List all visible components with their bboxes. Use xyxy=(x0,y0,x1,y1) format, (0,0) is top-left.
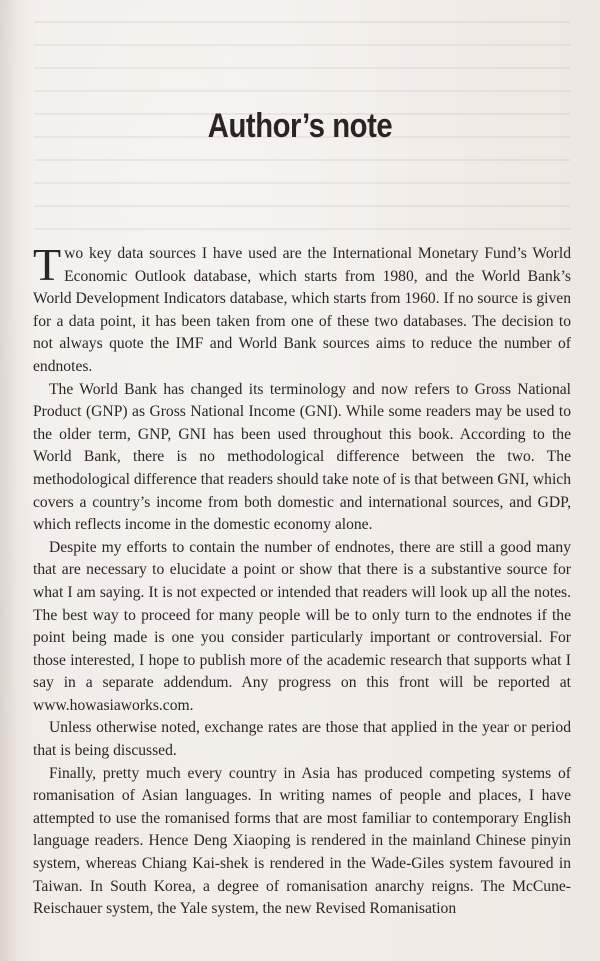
drop-cap: T xyxy=(33,239,62,290)
page-gutter-shadow xyxy=(0,0,18,961)
paragraph-5: Finally, pretty much every country in Asia has produced competing systems of romanisation of Asian languages. In writing names of people and places, I have attempted to use the romanised forms that are most familiar to contemporary English language readers. Hence Deng Xiaoping is rendered in the mainland Chinese pinyin system, whereas Chiang Kai-shek is rendered in the Wade-Giles system favoured in Taiwan. In South Korea, a degree of romanisation anarchy reigns. The McCune-Reischauer system, the Yale system, the new Revised Romanisation xyxy=(33,764,571,918)
paragraph-2: The World Bank has changed its terminology and now refers to Gross National Product (GNP) as Gross National Income (GNI). While some readers may be used to the older term, GNP, GNI has been used throughout this book. According to the World Bank, there is no methodological difference between the two. The methodological difference that readers should take note of is that between GNI, which covers a country’s income from both domestic and international sources, and GDP, which reflects income in the domestic economy alone. xyxy=(33,380,571,534)
paragraph-4: Unless otherwise noted, exchange rates are those that applied in the year or period that is being discussed. xyxy=(33,719,571,760)
paragraph-1-text: wo key data sources I have used are the International Monetary Fund’s World Economic Outlook database, which starts from 1980, and the World Bank’s World Development Indicators database, which starts from 1960. If no source is given for a data point, it has been taken from one of these two databases. The decision to not always quote the IMF and World Bank sources aims to reduce the number of endnotes. xyxy=(33,245,571,375)
paragraph-1 xyxy=(33,239,571,379)
paragraph-3: Despite my efforts to contain the number of endnotes, there are still a good many that are necessary to elucidate a point or show that there is a substantive source for what I am saying. It is not expected or intended that readers will look up all the notes. The best way to proceed for many people will be to only turn to the endnotes if the point being made is one you consider particularly important or controversial. For those interested, I hope to publish more of the academic research that supports what I say in a separate addendum. Any progress on this front will be reported at www.howasiaworks.com. xyxy=(33,538,571,714)
page-title: Author’s note xyxy=(207,106,393,145)
body-text xyxy=(33,239,571,921)
